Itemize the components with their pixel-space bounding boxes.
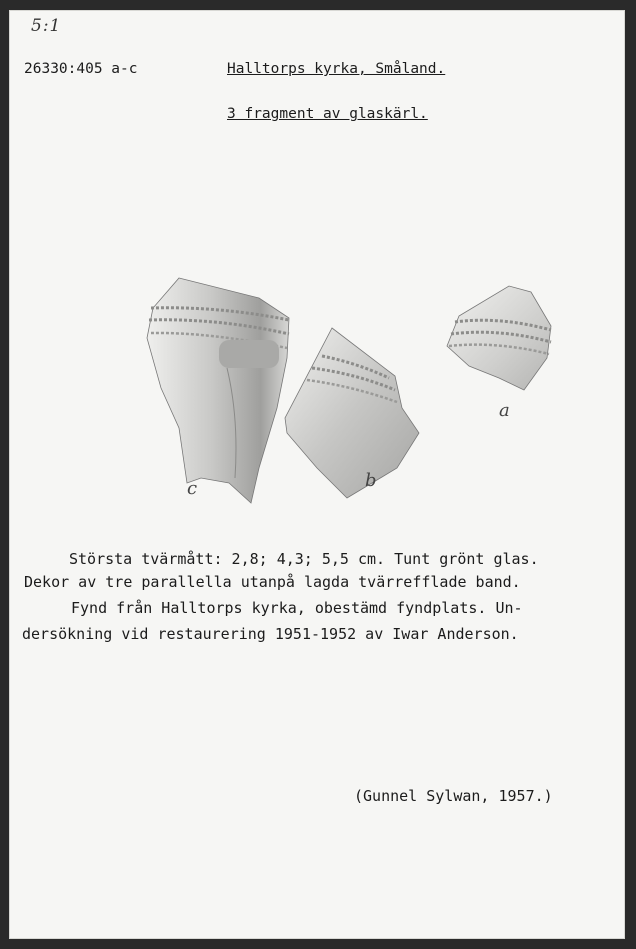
fragment-a-drawing [439,286,559,396]
catalog-card [9,10,625,939]
subject-heading: 3 fragment av glaskärl. [227,106,428,122]
description-line: dersökning vid restaurering 1951-1952 av Iwar Anderson. [22,625,519,643]
description-line: Fynd från Halltorps kyrka, obestämd fyndplats. Un- [71,599,523,617]
fragment-b-drawing [277,328,427,503]
fragment-c-label: c [187,478,198,499]
description-line: Största tvärmått: 2,8; 4,3; 5,5 cm. Tunt grönt glas. [69,550,539,568]
fragment-a-label: a [499,400,510,421]
description-line: Dekor av tre parallella utanpå lagda tvärrefflade band. [24,573,521,591]
fragment-b-label: b [365,470,377,491]
sheet-number: 5:1 [31,16,62,36]
fragment-c-drawing [139,278,299,508]
signature: (Gunnel Sylwan, 1957.) [354,787,553,805]
place-heading: Halltorps kyrka, Småland. [227,61,446,77]
catalog-number: 26330:405 a-c [24,61,138,77]
